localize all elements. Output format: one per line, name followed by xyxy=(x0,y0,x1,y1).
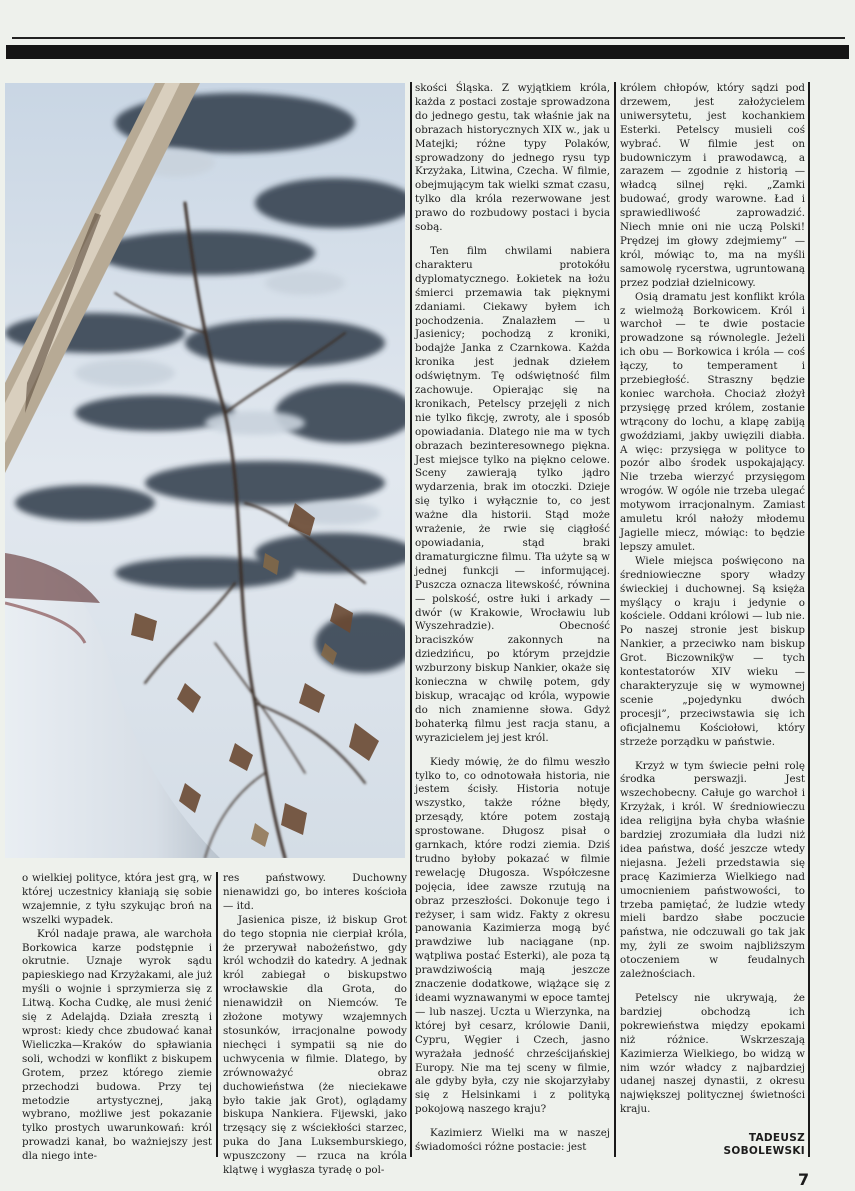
paragraph: Jasienica pisze, iż biskup Grot do tego stopnia nie cierpiał króla, że przerywał nabożeństwo, gdy król wchodził do katedry. A jednak król zabiegał o biskupstwo wrocławskie dla Grota, do nienawidził on Niemców. Te złożone motywy wzajemnych stosunków, irracjonalne powody niechęci i sympatii są nie do uchwycenia w filmie. Dlatego, by zrównoważyć obraz duchowieństwa (że nieciekawe było takie jak Grot), oglądamy biskupa Nankiera. Fijewski, jako trzęsący się z wściekłości starzec, puka do Jana Luksemburskiego, wpuszczony — rzuca na króla klątwę i wygłasza tyradę o pol- xyxy=(223,913,407,1177)
paragraph: Petelscy nie ukrywają, że bardziej obchodzą ich pokrewieństwa między epokami niż różnice. Wskrzeszają Kazimierza Wielkiego, bo widzą w nim wzór władcy z najbardziej udanej naszej dynastii, z okresu największej politycznej świetności kraju. xyxy=(620,992,805,1116)
header-thin-rule xyxy=(12,37,845,39)
paragraph: królem chłopów, który sądzi pod drzewem, jest założycielem uniwersytetu, jest kochankiem Esterki. Petelscy musieli coś wybrać. W filmie jest on budowniczym i prawodawcą, a zarazem — zgodnie z historią — władcą silnej ręki. „Zamki budować, grody warowne. Ład i sprawiedliwość zaprowadzić. Niech mnie oni nie uczą Polski! Prędzej im głowy zdejmiemy” — król, mówiąc to, ma na myśli samowolę rycerstwa, ugruntowaną przez podział dzielnicowy. xyxy=(620,82,805,289)
film-still-photo xyxy=(5,83,405,858)
header-black-band xyxy=(6,45,849,59)
author-last-name: SOBOLEWSKI xyxy=(723,1145,805,1157)
paragraph: Ten film chwilami nabiera charakteru protokółu dyplomatycznego. Łokietek na łożu śmierci przemawia tak pięknymi zdaniami. Ciekawy byłem ich pochodzenia. Znalazłem — u Jasienicy; pochodzą z kroniki, bodajże Janka z Czarnkowa. Każda kronika jest jednak dziełem odświętnym. Tę odświętność film zachowuje. Opierając się na kronikach, Petelscy przejęli z nich nie tylko fikcję, zwroty, ale i sposób opowiadania. Dlatego nie ma w tych obrazach bezinteresownego piękna. Jest miejsce tylko na piękno celowe. Sceny zawierają tylko jądro wydarzenia, brak im otoczki. Dzieje się tylko i wyłącznie to, co jest ważne dla historii. Stąd może wrażenie, że rwie się ciągłość opowiadania, stąd braki dramaturgiczne filmu. Tła użyte są w jednej funkcji — informującej. Puszcza oznacza litewskość, równina — polskość, ostre łuki i arkady — dwór (w Krakowie, Wrocławiu lub Wyszehradzie). Obecność braciszków zakonnych na dziedzińcu, po którym przejdzie wzburzony biskup Nankier, okaże się konieczna w chwilę potem, gdy biskup, wracając od króla, wypowie do nich znamienne słowa. Gdyż bohaterką filmu jest racja stanu, a wyrazicielem jej jest król. xyxy=(415,244,610,744)
paragraph: Kiedy mówię, że do filmu weszło tylko to, co odnotowała historia, nie jestem ścisły. Historia notuje wszystko, także różne błędy, przesądy, które potem zostają sprostowane. Długosz pisał o garnkach, które rodzi ziemia. Dziś trudno byłoby pokazać w filmie rewelację Długosza. Współczesne pojęcia, idee zawsze rzutują na obraz przeszłości. Dokonuje tego i reżyser, i sam widz. Fakty z okresu panowania Kazimierza mogą być prawdziwe lub naciągane (np. wątpliwa postać Esterki), ale poza tą prawdziwością mają jeszcze znaczenie dodatkowe, wiążące się z ideami wyznawanymi w epoce tamtej — lub naszej. Uczta u Wierzynka, na której był cesarz, królowie Danii, Cypru, Węgier i Czech, jasno wyrażała jedność chrześcijańskiej Europy. Nie ma tej sceny w filmie, ale gdyby była, czy nie skojarzyłaby się z Helsinkami i z polityką pokojową naszego kraju? xyxy=(415,755,610,1116)
paragraph: Kazimierz Wielki ma w naszej świadomości różne postacie: jest xyxy=(415,1127,610,1154)
article-column-2 xyxy=(223,872,407,1178)
paragraph: Król nadaje prawa, ale warchoła Borkowica karze podstępnie i okrutnie. Uznaje wyrok sądu papieskiego nad Krzyżakami, ale już myśli o wojnie i sprzymierza się z Litwą. Kocha Cudkę, ale musi żenić się z Adelajdą. Działa zresztą i wprost: kiedy chce zbudować kanał Wieliczka—Kraków do spławiania soli, wchodzi w konflikt z biskupem Grotem, przez którego ziemie przechodzi budowa. Przy tej metodzie artystycznej, jaką wybrano, możliwe jest pokazanie tylko prostych uwarunkowań: król prowadzi kanał, bo ważniejszy jest dla niego inte- xyxy=(22,927,212,1163)
article-column-1 xyxy=(22,872,212,1164)
column-rule-bottom-left xyxy=(216,872,218,1157)
paragraph: Krzyż w tym świecie pełni rolę środka perswazji. Jest wszechobecny. Całuje go warchoł i Krzyżak, i król. W średniowieczu idea religijna była chyba właśnie bardziej zrozumiała dla ludzi niż idea państwa, dość jeszcze wtedy niejasna. Jeżeli przedstawia się pracę Kazimierza Wielkiego nad umocnieniem państwowości, to trzeba pamiętać, że ludzie wtedy mieli bardzo słabe poczucie państwa, nie odczuwali go tak jak my, żyli ze swoim najbliższym otoczeniem w feudalnych zależnościach. xyxy=(620,759,805,981)
paragraph: skości Śląska. Z wyjątkiem króla, każda z postaci zostaje sprowadzona do jednego gestu, tak właśnie jak na obrazach historycznych XIX w., jak u Matejki; różne typy Polaków, sprowadzony do jednego rysu typ Krzyżaka, Litwina, Czecha. W filmie, obejmującym tak wielki szmat czasu, tylko dla króla rezerwowane jest prawo do rozbudowy postaci i bycia sobą. xyxy=(415,82,610,234)
paragraph: Wiele miejsca poświęcono na średniowieczne spory władzy świeckiej i duchownej. Są księża myślący o kraju i jedynie o kościele. Oddani królowi — lub nie. Po naszej stronie jest biskup Nankier, a przeciwko nam biskup Grot. Biczownikÿw — tych kontestatorów XIV wieku — charakteryzuje się w wymownej scenie „pojedynku dwóch procesji”, przeciwstawia się ich oficjalnemu Kościołowi, który strzeże porządku w państwie. xyxy=(620,554,805,748)
column-rule-1 xyxy=(410,82,412,1157)
article-column-4 xyxy=(620,82,805,1117)
paragraph: Osią dramatu jest konflikt króla z wielmożą Borkowicem. Król i warchoł — te dwie postacie prowadzone są równolegle. Jeżeli ich obu — Borkowica i króla — coś łączy, to temperament i przebiegłość. Straszny będzie koniec warchoła. Chociaż złożył przysięgę przed królem, zostanie wtrącony do lochu, a klapę zabiją gwoździami, jakby uwięzili diabła. A więc: przysięga w polityce to pozór albo środek uspokajający. Nie trzeba wierzyć przysięgom wrogów. W ogóle nie trzeba ulegać motywom irracjonalnym. Zamiast amuletu król nałoży młodemu Jagielle miecz, mówiąc: to będzie lepszy amulet. xyxy=(620,290,805,553)
page-number: 7 xyxy=(798,1170,810,1189)
author-first-name: TADEUSZ xyxy=(748,1132,805,1144)
paragraph: res państwowy. Duchowny nienawidzi go, bo interes kościoła — itd. xyxy=(223,872,407,912)
column-rule-3 xyxy=(808,82,810,1157)
photo-illustration xyxy=(5,83,405,858)
author-byline xyxy=(700,1132,805,1158)
article-column-3 xyxy=(415,82,610,1155)
paragraph: o wielkiej polityce, która jest grą, w której uczestnicy kłaniają się sobie wzajemnie, z tyłu szykując broń na wszelki wypadek. xyxy=(22,872,212,926)
column-rule-2 xyxy=(614,82,616,1157)
